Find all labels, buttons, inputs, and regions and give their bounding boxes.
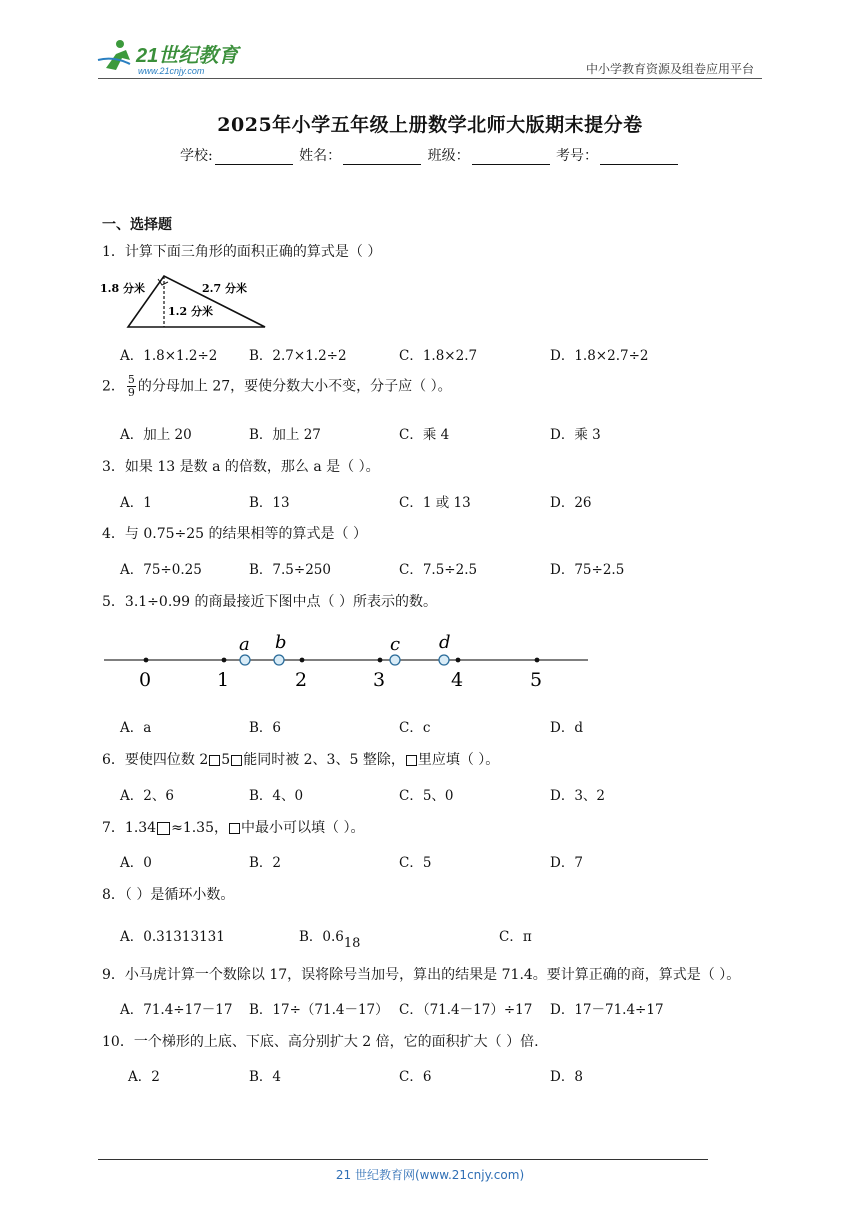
triangle-right-label: 2.7 分米: [202, 282, 247, 295]
point-label: c: [390, 634, 401, 655]
question-text: 与 0.75÷25 的结果相等的算式是（ ）: [124, 526, 367, 542]
option-a[interactable]: A．75÷0.25: [120, 562, 202, 578]
question-7: [102, 817, 364, 837]
option-c[interactable]: C．（71.4－17）÷17: [399, 1002, 533, 1018]
question-text: 如果 13 是数 a 的倍数，那么 a 是（ ）。: [124, 459, 380, 475]
site-logo: [96, 38, 266, 78]
option-a[interactable]: A．1: [120, 495, 152, 511]
triangle-left-label: 1.8 分米: [100, 282, 145, 295]
option-c[interactable]: C．乘 4: [399, 427, 450, 443]
option-b[interactable]: B．6: [249, 720, 282, 736]
platform-label: 中小学教育资源及组卷应用平台: [585, 62, 754, 76]
option-a[interactable]: A．a: [120, 720, 152, 736]
exam-no-blank[interactable]: [600, 150, 678, 165]
question-9: [102, 964, 740, 984]
question-3: [102, 456, 380, 476]
option-b[interactable]: B．7.5÷250: [249, 562, 331, 578]
option-b[interactable]: B．2.7×1.2÷2: [249, 348, 347, 364]
tick-label: 0: [139, 669, 152, 690]
tick-label: 1: [217, 669, 230, 690]
option-a[interactable]: A．0.31313131: [120, 929, 225, 945]
option-d[interactable]: D．7: [550, 855, 583, 871]
question-text: 中最小可以填（ ）。: [241, 820, 365, 836]
question-text: 3.1÷0.99 的商最接近下图中点（ ）所表示的数。: [124, 594, 437, 610]
option-d[interactable]: D．乘 3: [550, 427, 601, 443]
class-label: 班级：: [427, 148, 470, 164]
page-title: 2025年小学五年级上册数学北师大版期末提分卷: [217, 114, 643, 136]
question-number: 2．: [102, 378, 125, 395]
option-b[interactable]: B．2: [249, 855, 282, 871]
footer-divider: [98, 1159, 708, 1160]
tick-label: 5: [530, 669, 543, 690]
option-c[interactable]: C．5、0: [399, 788, 454, 804]
option-d[interactable]: D．8: [550, 1069, 583, 1085]
question-number: 8．: [102, 887, 125, 903]
question-10: [102, 1031, 539, 1051]
option-b[interactable]: B．4、0: [249, 788, 304, 804]
option-d[interactable]: D．26: [550, 495, 592, 511]
blank-box-icon: [209, 755, 220, 766]
tick-label: 2: [295, 669, 308, 690]
point-label: d: [439, 632, 451, 653]
question-text: 的分母加上 27，要使分数大小不变，分子应（ ）。: [137, 378, 452, 395]
question-2: [102, 374, 452, 399]
triangle-figure: [100, 272, 270, 332]
question-text: 要使四位数 2: [124, 752, 209, 768]
question-number: 1．: [102, 244, 125, 260]
option-d[interactable]: D．1.8×2.7÷2: [550, 348, 649, 364]
option-c[interactable]: C．5: [399, 855, 432, 871]
number-line: [100, 628, 592, 690]
repeating-digits: 18: [343, 936, 361, 951]
option-b-text: B．0.6: [299, 929, 344, 945]
question-number: 4．: [102, 526, 125, 542]
question-6: [102, 749, 499, 769]
option-c[interactable]: C．1.8×2.7: [399, 348, 478, 364]
question-number: 5．: [102, 594, 125, 610]
option-d[interactable]: D．17－71.4÷17: [550, 1002, 664, 1018]
question-text: 能同时被 2、3、5 整除，: [243, 752, 405, 768]
question-1: [102, 241, 381, 261]
name-blank[interactable]: [343, 150, 421, 165]
question-number: 9．: [102, 967, 125, 983]
runner-icon: [98, 40, 130, 70]
option-a[interactable]: A．加上 20: [120, 427, 192, 443]
option-c[interactable]: C．7.5÷2.5: [399, 562, 478, 578]
name-label: 姓名：: [299, 148, 342, 164]
question-number: 10．: [102, 1034, 134, 1050]
question-text: ≈1.35，: [171, 820, 228, 836]
logo-url: www.21cnjy.com: [138, 66, 205, 76]
question-text: 小马虎计算一个数除以 17，误将除号当加号，算出的结果是 71.4。要计算正确的商，算式是（ ）。: [124, 967, 741, 983]
option-b[interactable]: B．4: [249, 1069, 282, 1085]
question-text: 5: [221, 752, 231, 768]
question-text: （ ）是循环小数。: [124, 887, 235, 903]
fraction-denominator: 9: [127, 386, 135, 399]
point-label: a: [239, 634, 250, 655]
student-info: [0, 145, 860, 165]
question-5: [102, 591, 437, 611]
option-a[interactable]: A．1.8×1.2÷2: [120, 348, 218, 364]
option-b[interactable]: [299, 925, 360, 951]
fraction: [127, 374, 136, 399]
point-label: b: [275, 632, 287, 653]
question-text: 计算下面三角形的面积正确的算式是（ ）: [124, 244, 382, 260]
question-number: 6．: [102, 752, 125, 768]
option-c[interactable]: C．1 或 13: [399, 495, 471, 511]
header-divider: [98, 78, 762, 79]
question-number: 3．: [102, 459, 125, 475]
tick-label: 3: [373, 669, 386, 690]
fraction-numerator: 5: [127, 373, 135, 386]
option-b[interactable]: B．13: [249, 495, 290, 511]
option-b[interactable]: B．加上 27: [249, 427, 321, 443]
blank-box-icon: [406, 755, 417, 766]
footer-link[interactable]: 21 世纪教育网(www.21cnjy.com): [335, 1168, 525, 1182]
school-blank[interactable]: [215, 150, 293, 165]
logo-text: 21世纪教育: [136, 45, 239, 67]
blank-box-icon: [229, 823, 240, 834]
option-b[interactable]: B．17÷（71.4－17）: [249, 1002, 389, 1018]
option-a[interactable]: A．2、6: [120, 788, 174, 804]
option-a[interactable]: A．71.4÷17－17: [120, 1002, 233, 1018]
class-blank[interactable]: [472, 150, 550, 165]
option-d[interactable]: D．75÷2.5: [550, 562, 625, 578]
question-number: 7．: [102, 820, 125, 836]
exam-no-label: 考号：: [556, 148, 599, 164]
question-4: [102, 523, 367, 543]
option-d[interactable]: D．3、2: [550, 788, 606, 804]
question-text: 一个梯形的上底、下底、高分别扩大 2 倍，它的面积扩大（ ）倍.: [133, 1034, 539, 1050]
blank-box-icon: [231, 755, 242, 766]
option-d[interactable]: D．d: [550, 720, 583, 736]
option-c[interactable]: C．π: [499, 929, 532, 945]
question-text: 里应填（ ）。: [417, 752, 500, 768]
option-c[interactable]: C．c: [399, 720, 431, 736]
blank-box-icon: [157, 822, 170, 835]
question-8: [102, 884, 234, 904]
option-a[interactable]: A．2: [128, 1069, 160, 1085]
option-c[interactable]: C．6: [399, 1069, 432, 1085]
school-label: 学校:: [179, 148, 213, 164]
section-heading: 一、选择题: [102, 217, 172, 233]
question-text: 1.34: [124, 820, 157, 836]
triangle-height-label: 1.2 分米: [168, 305, 213, 318]
tick-label: 4: [451, 669, 464, 690]
option-a[interactable]: A．0: [120, 855, 152, 871]
